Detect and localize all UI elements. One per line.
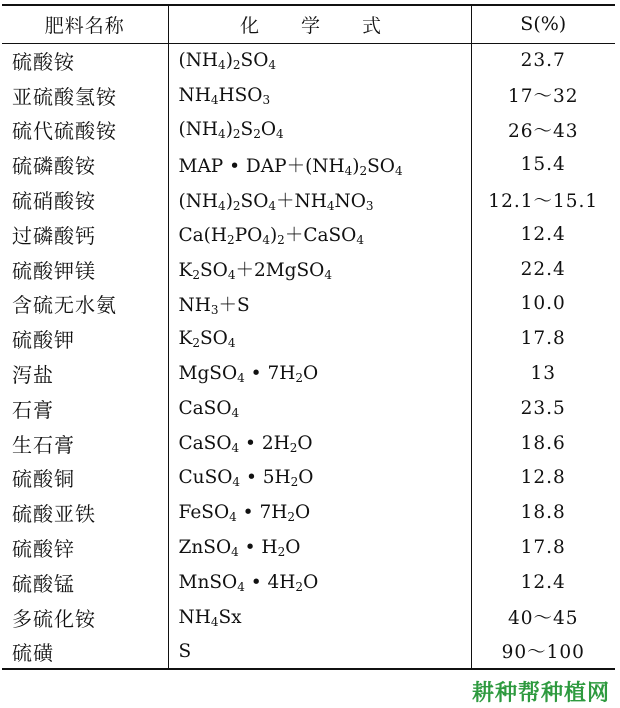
formula-text: NH: [178, 294, 211, 316]
formula-subscript: 2: [277, 545, 286, 560]
formula-subscript: 4: [218, 198, 226, 213]
fertilizer-name-cell: 硫酸铜: [12, 467, 75, 492]
formula-subscript: 2: [295, 579, 304, 594]
formula-text: O: [285, 537, 301, 559]
formula-subscript: 4: [231, 405, 240, 420]
formula-subscript: 4: [231, 440, 240, 455]
chemical-formula-cell: [168, 426, 471, 461]
formula-subscript: 2: [192, 268, 200, 283]
table-row: [2, 182, 615, 217]
fertilizer-name-cell: 硫磺: [2, 635, 168, 670]
sulfur-percent-cell: 12.4: [471, 217, 615, 252]
formula-subscript: 3: [365, 198, 374, 213]
chemical-formula-cell: [168, 530, 471, 565]
table-row: [2, 252, 615, 287]
formula-text: O: [260, 119, 277, 141]
formula-subscript: 4: [276, 127, 284, 142]
fertilizer-name-cell: 硫酸锰: [12, 571, 75, 596]
table-row: [2, 635, 615, 670]
chemical-formula-cell: [168, 461, 471, 496]
formula-text: O: [294, 502, 311, 524]
chemical-formula-cell: [168, 287, 471, 322]
chemical-formula-cell: [168, 635, 471, 670]
formula-text: (NH: [178, 50, 219, 72]
sulfur-percent-cell: 90～100: [471, 635, 615, 670]
table-row: [2, 391, 615, 426]
formula-text: • 7H: [244, 363, 296, 385]
formula-text: SO: [199, 328, 228, 350]
chemical-formula-cell: [168, 252, 471, 287]
formula-subscript: 2: [232, 127, 241, 142]
formula-subscript: 4: [394, 163, 403, 178]
formula-subscript: 4: [232, 475, 241, 490]
formula-text: CaSO: [178, 397, 232, 419]
formula-text: • 4H: [244, 571, 296, 593]
formula-subscript: 2: [277, 233, 285, 248]
formula-text: ZnSO: [178, 537, 232, 559]
formula-subscript: 2: [227, 233, 235, 248]
sulfur-percent-cell: 15.4: [471, 147, 615, 182]
formula-subscript: 4: [231, 545, 239, 560]
formula-text: K: [178, 260, 193, 282]
formula-subscript: 4: [356, 233, 364, 248]
chemical-formula-cell: [168, 43, 471, 78]
sulfur-percent-cell: 40～45: [471, 600, 615, 635]
chemical-formula-cell: [168, 182, 471, 217]
formula-text: K: [178, 328, 193, 350]
formula-text: ): [225, 119, 233, 141]
sulfur-percent-cell: 22.4: [471, 252, 615, 287]
formula-subscript: 2: [290, 475, 299, 490]
site-watermark: 耕种帮种植网: [471, 681, 610, 706]
formula-subscript: 4: [229, 510, 237, 525]
table-row: [2, 530, 615, 565]
formula-text: SO: [199, 260, 228, 282]
table-row: [2, 356, 615, 391]
fertilizer-name-cell: 泻盐: [12, 363, 54, 388]
formula-subscript: 4: [268, 58, 277, 73]
formula-text: Sx: [218, 606, 242, 628]
formula-subscript: 4: [268, 198, 277, 213]
chemical-formula-cell: [168, 565, 471, 600]
sulfur-percent-cell: 23.5: [471, 391, 615, 426]
formula-subscript: 4: [326, 198, 335, 213]
table-header-row: [2, 5, 615, 43]
formula-subscript: 2: [287, 510, 295, 525]
sulfur-percent-cell: 17.8: [471, 321, 615, 356]
formula-text: ＋S: [218, 294, 250, 316]
formula-text: NH: [178, 84, 211, 106]
formula-text: SO: [367, 155, 395, 177]
chemical-formula-cell: [168, 217, 471, 252]
sulfur-percent-cell: 23.7: [471, 43, 615, 78]
table-row: [2, 217, 615, 252]
formula-text: Ca(H: [178, 225, 228, 247]
formula-text: (NH: [178, 190, 219, 212]
formula-subscript: 2: [295, 371, 303, 386]
formula-text: ＋NH: [276, 190, 327, 212]
sulfur-percent-cell: 26～43: [471, 113, 615, 148]
formula-text: O: [298, 467, 314, 489]
table-row: [2, 287, 615, 322]
chemical-formula-cell: [168, 495, 471, 530]
sulfur-percent-cell: 10.0: [471, 287, 615, 322]
table-row: [2, 565, 615, 600]
formula-text: PO: [234, 225, 263, 247]
formula-subscript: 2: [359, 163, 368, 178]
table-row: [2, 495, 615, 530]
fertilizer-name-cell: 硫酸亚铁: [12, 502, 96, 527]
fertilizer-name-cell: 亚硫酸氢铵: [12, 84, 117, 109]
formula-text: CuSO: [178, 467, 233, 489]
table-row: [2, 321, 615, 356]
fertilizer-name-cell: 硫磷酸铵: [12, 154, 96, 179]
formula-subscript: 4: [218, 127, 226, 142]
formula-text: • 2H: [239, 432, 290, 454]
fertilizer-name-cell: 硫酸锌: [12, 537, 75, 562]
sulfur-percent-cell: 17～32: [471, 78, 615, 113]
table-row: [2, 113, 615, 148]
fertilizer-name-cell: 硫酸铵: [12, 50, 75, 75]
fertilizer-name-cell: 生石膏: [12, 432, 75, 457]
formula-text: MAP • DAP＋(NH: [178, 155, 345, 177]
formula-text: • 5H: [240, 467, 291, 489]
formula-text: ): [225, 50, 233, 72]
sulfur-percent-cell: 18.6: [471, 426, 615, 461]
formula-text: CaSO: [178, 432, 232, 454]
fertilizer-sulfur-table-wrapper: [2, 4, 615, 670]
header-sulfur-percent: S(%): [471, 5, 615, 43]
formula-subscript: 2: [232, 198, 241, 213]
chemical-formula-cell: [168, 356, 471, 391]
formula-text: SO: [240, 190, 269, 212]
sulfur-percent-cell: 13: [471, 356, 615, 391]
formula-subscript: 4: [344, 163, 353, 178]
chemical-formula-cell: [168, 600, 471, 635]
table-row: [2, 426, 615, 461]
sulfur-percent-cell: 12.8: [471, 461, 615, 496]
fertilizer-name-cell: 石膏: [12, 397, 54, 422]
sulfur-percent-cell: 12.4: [471, 565, 615, 600]
table-row: [2, 600, 615, 635]
formula-text: S: [240, 119, 254, 141]
formula-text: SO: [240, 50, 269, 72]
formula-text: O: [303, 571, 319, 593]
formula-text: FeSO: [178, 502, 230, 524]
formula-text: ＋CaSO: [284, 225, 357, 247]
formula-subscript: 2: [253, 127, 261, 142]
formula-text: • 7H: [236, 502, 288, 524]
table-body: [2, 43, 615, 669]
formula-subscript: 4: [227, 268, 236, 283]
formula-subscript: 4: [227, 336, 236, 351]
formula-text: ＋2MgSO: [235, 260, 325, 282]
formula-text: HSO: [218, 84, 263, 106]
sulfur-percent-cell: 12.1～15.1: [471, 182, 615, 217]
chemical-formula-cell: [168, 113, 471, 148]
header-chemical-formula: 化 学 式: [168, 5, 471, 43]
fertilizer-name-cell: 硫酸钾: [12, 328, 75, 353]
formula-text: O: [303, 363, 319, 385]
formula-subscript: 2: [192, 336, 200, 351]
formula-text: ): [352, 155, 360, 177]
fertilizer-name-cell: 硫代硫酸铵: [12, 119, 117, 144]
fertilizer-name-cell: 硫酸钾镁: [12, 258, 96, 283]
sulfur-percent-cell: 17.8: [471, 530, 615, 565]
fertilizer-name-cell: 含硫无水氨: [12, 293, 117, 318]
formula-text: MnSO: [178, 571, 238, 593]
formula-subscript: 3: [210, 302, 219, 317]
formula-text: NH: [178, 606, 211, 628]
chemical-formula-cell: [168, 321, 471, 356]
formula-text: • H: [238, 537, 278, 559]
header-fertilizer-name: 肥料名称: [2, 5, 168, 43]
formula-text: S: [178, 640, 192, 662]
formula-subscript: 2: [232, 58, 241, 73]
fertilizer-sulfur-table: [2, 4, 615, 670]
formula-subscript: 4: [218, 58, 226, 73]
formula-text: ): [269, 225, 278, 247]
chemical-formula-cell: [168, 391, 471, 426]
formula-subscript: 4: [210, 92, 219, 107]
fertilizer-name-cell: 过磷酸钙: [12, 223, 96, 248]
table-row: [2, 78, 615, 113]
table-row: [2, 147, 615, 182]
formula-text: (NH: [178, 119, 219, 141]
fertilizer-name-cell: 硫硝酸铵: [12, 189, 96, 214]
sulfur-percent-cell: 18.8: [471, 495, 615, 530]
fertilizer-name-cell: 多硫化铵: [12, 606, 96, 631]
formula-subscript: 4: [237, 371, 245, 386]
formula-subscript: 4: [262, 233, 270, 248]
chemical-formula-cell: [168, 147, 471, 182]
table-row: [2, 43, 615, 78]
formula-text: NO: [334, 190, 366, 212]
formula-subscript: 4: [210, 614, 219, 629]
formula-text: O: [297, 432, 313, 454]
formula-subscript: 4: [237, 579, 245, 594]
chemical-formula-cell: [168, 78, 471, 113]
formula-subscript: 2: [289, 440, 298, 455]
formula-subscript: 4: [324, 268, 332, 283]
table-row: [2, 461, 615, 496]
formula-subscript: 3: [262, 92, 271, 107]
formula-text: MgSO: [178, 363, 238, 385]
formula-text: ): [225, 190, 233, 212]
